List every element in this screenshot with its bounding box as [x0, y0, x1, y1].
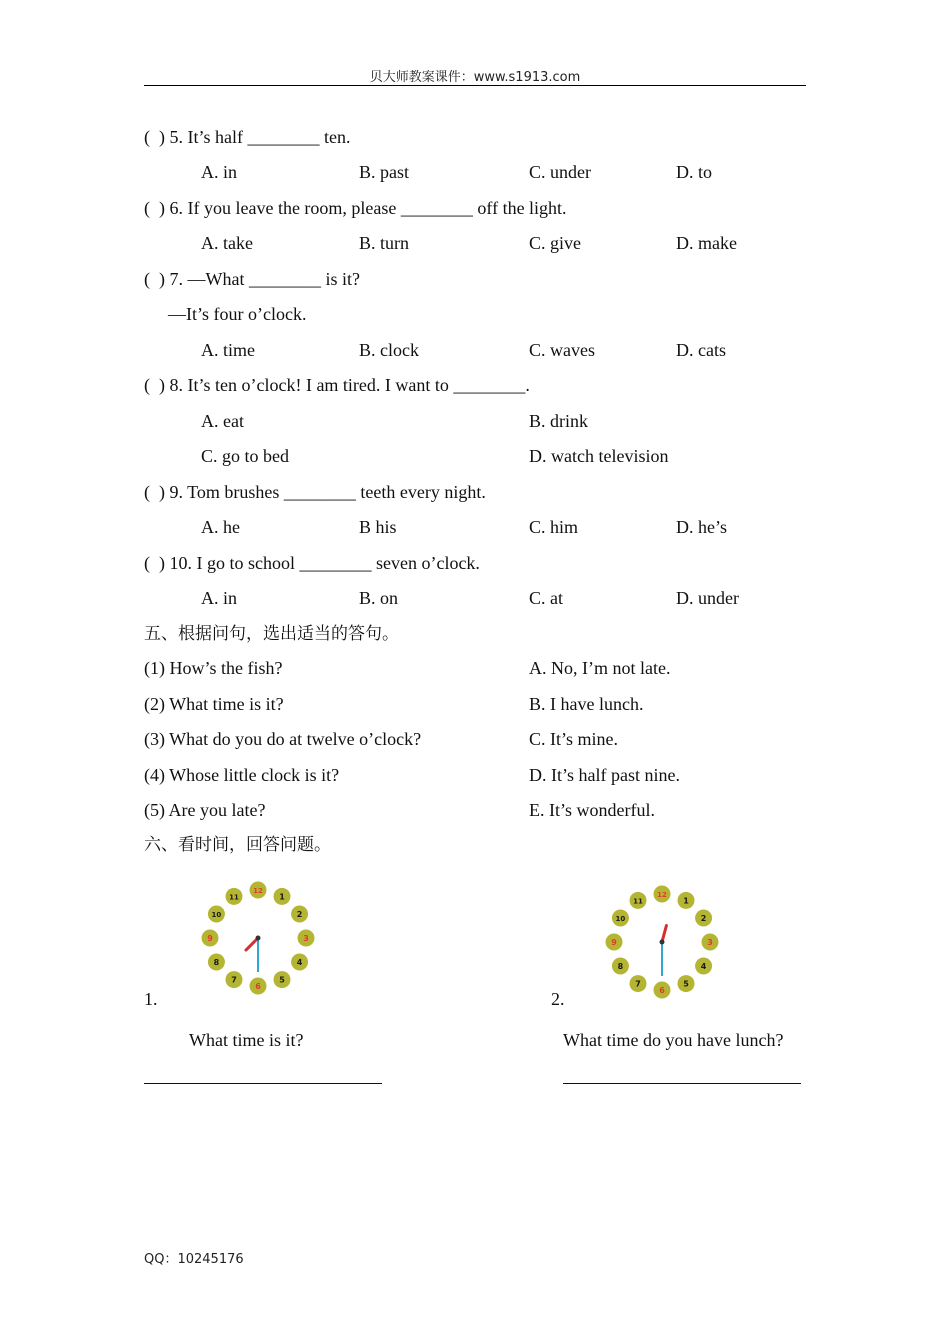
clock-number-11: [630, 892, 647, 909]
q5-option-d: D. to: [676, 162, 712, 182]
q8-option-d: D. watch television: [529, 446, 669, 466]
q5-option-c: C. under: [529, 162, 591, 182]
clock-2-image: [602, 884, 722, 1000]
q9-option-c: C. him: [529, 517, 579, 537]
item-1-question: What time is it?: [189, 1030, 304, 1050]
svg-text:1: 1: [683, 896, 689, 906]
q9-option-d: D. he’s: [676, 517, 727, 537]
clock-number-3: [298, 930, 315, 947]
match-answer-b: B. I have lunch.: [529, 694, 644, 714]
clock-1-image: [198, 880, 318, 996]
svg-text:11: 11: [633, 897, 643, 906]
question-7-stem: ( ) 7. —What ________ is it?: [144, 269, 360, 289]
header-rule: [144, 85, 806, 86]
svg-text:9: 9: [207, 934, 213, 943]
svg-text:12: 12: [253, 887, 263, 895]
clock-pivot: [256, 936, 261, 941]
clock-number-8: [612, 958, 629, 975]
q7-option-d: D. cats: [676, 340, 726, 360]
item-2-answer-line[interactable]: [563, 1083, 801, 1084]
question-5-stem: ( ) 5. It’s half ________ ten.: [144, 127, 351, 147]
svg-text:10: 10: [615, 915, 626, 923]
clock-number-8: [208, 954, 225, 971]
q8-option-b: B. drink: [529, 411, 589, 431]
q8-option-c: C. go to bed: [201, 446, 289, 466]
section-5-title: 五、根据问句，选出适当的答句。: [144, 624, 399, 644]
clock-number-12: [654, 886, 671, 903]
clock-number-1: [678, 892, 695, 909]
clock-number-5: [678, 975, 695, 992]
clock-hour-hand: [246, 938, 258, 950]
svg-text:3: 3: [707, 938, 713, 947]
match-answer-d: D. It’s half past nine.: [529, 765, 680, 785]
q7-option-b: B. clock: [359, 340, 419, 360]
q5-option-a: A. in: [201, 162, 237, 182]
question-6-stem: ( ) 6. If you leave the room, please ________ off the light.: [144, 198, 567, 218]
clock-number-3: [702, 934, 719, 951]
q6-option-c: C. give: [529, 233, 581, 253]
q9-option-a: A. he: [201, 517, 240, 537]
clock-pivot: [660, 940, 665, 945]
q7-option-a: A. time: [201, 340, 255, 360]
match-question-4: (4) Whose little clock is it?: [144, 765, 340, 785]
question-10-stem: ( ) 10. I go to school ________ seven o’clock.: [144, 553, 480, 573]
svg-text:7: 7: [635, 979, 641, 989]
match-question-5: (5) Are you late?: [144, 800, 266, 820]
q8-option-a: A. eat: [201, 411, 244, 431]
item-2-number: 2.: [551, 989, 565, 1009]
svg-text:6: 6: [659, 986, 665, 995]
svg-text:2: 2: [296, 910, 303, 919]
svg-text:5: 5: [279, 975, 285, 985]
svg-text:2: 2: [700, 914, 707, 923]
q5-option-b: B. past: [359, 162, 410, 182]
q9-option-b: B his: [359, 517, 397, 537]
clock-number-1: [274, 888, 291, 905]
clock-number-9: [202, 930, 219, 947]
q10-option-d: D. under: [676, 588, 739, 608]
item-1-answer-line[interactable]: [144, 1083, 382, 1084]
clock-number-2: [291, 906, 308, 923]
svg-text:3: 3: [303, 934, 309, 943]
svg-text:7: 7: [231, 975, 237, 985]
question-9-stem: ( ) 9. Tom brushes ________ teeth every night.: [144, 482, 486, 502]
clock-number-11: [226, 888, 243, 905]
svg-text:10: 10: [211, 911, 222, 919]
match-answer-a: A. No, I’m not late.: [529, 658, 671, 678]
question-7-reply: —It’s four o’clock.: [168, 304, 307, 324]
clock-number-6: [654, 982, 671, 999]
page-footer: QQ：10245176: [144, 1252, 244, 1267]
clock-number-2: [695, 910, 712, 927]
item-2-question: What time do you have lunch?: [563, 1030, 784, 1050]
svg-text:9: 9: [611, 938, 617, 947]
clock-number-12: [250, 882, 267, 899]
svg-text:6: 6: [255, 982, 261, 991]
clock-number-9: [606, 934, 623, 951]
item-1-number: 1.: [144, 989, 158, 1009]
q6-option-d: D. make: [676, 233, 737, 253]
svg-text:4: 4: [296, 958, 303, 967]
match-answer-e: E. It’s wonderful.: [529, 800, 655, 820]
clock-number-10: [208, 906, 225, 923]
svg-text:11: 11: [229, 893, 239, 902]
svg-text:8: 8: [617, 962, 624, 971]
clock-number-4: [695, 958, 712, 975]
match-question-1: (1) How’s the fish?: [144, 658, 283, 678]
svg-text:4: 4: [700, 962, 707, 971]
q10-option-c: C. at: [529, 588, 563, 608]
match-question-2: (2) What time is it?: [144, 694, 284, 714]
svg-text:5: 5: [683, 979, 689, 989]
clock-number-5: [274, 971, 291, 988]
svg-text:12: 12: [657, 891, 667, 899]
q6-option-a: A. take: [201, 233, 253, 253]
svg-text:8: 8: [213, 958, 220, 967]
q10-option-a: A. in: [201, 588, 237, 608]
svg-text:1: 1: [279, 892, 285, 902]
clock-number-7: [226, 971, 243, 988]
page-header: 贝大师教案课件：www.s1913.com: [369, 70, 581, 85]
q6-option-b: B. turn: [359, 233, 410, 253]
match-answer-c: C. It’s mine.: [529, 729, 618, 749]
clock-number-10: [612, 910, 629, 927]
q7-option-c: C. waves: [529, 340, 595, 360]
clock-number-7: [630, 975, 647, 992]
question-8-stem: ( ) 8. It’s ten o’clock! I am tired. I want to ________.: [144, 375, 530, 395]
section-6-title: 六、看时间，回答问题。: [144, 835, 331, 855]
clock-number-4: [291, 954, 308, 971]
clock-number-6: [250, 978, 267, 995]
match-question-3: (3) What do you do at twelve o’clock?: [144, 729, 422, 749]
q10-option-b: B. on: [359, 588, 399, 608]
clock-hour-hand: [662, 926, 666, 942]
